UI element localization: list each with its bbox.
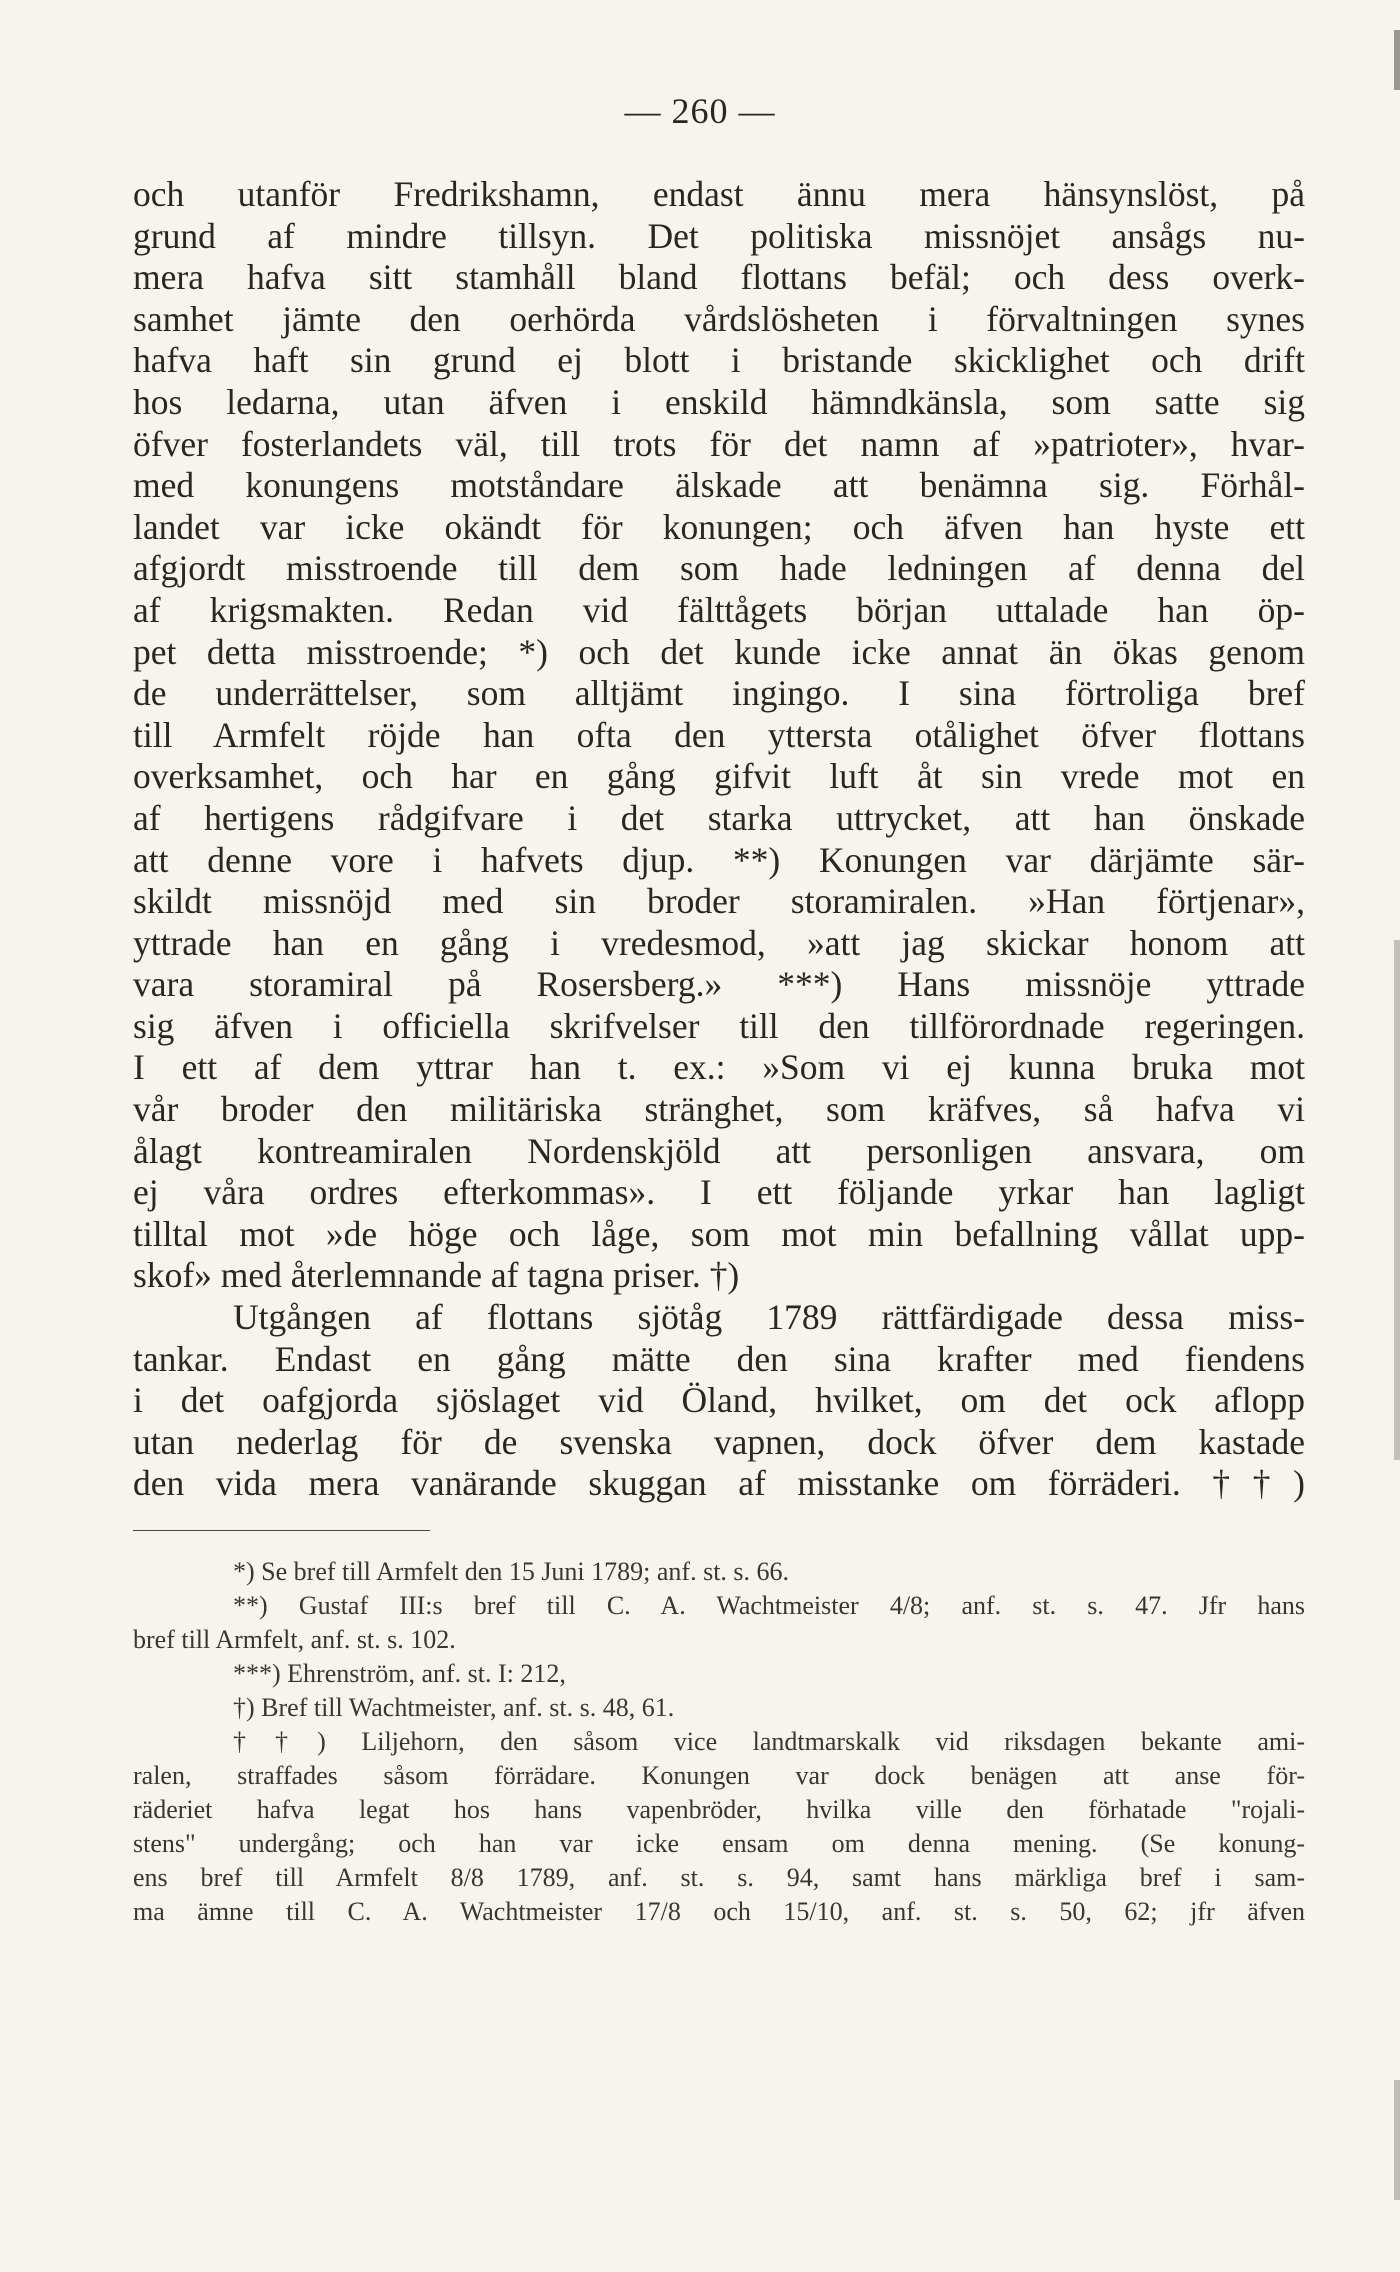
text-line: vara storamiral på Rosersberg.» ***) Hans missnöje yttrade bbox=[133, 964, 1305, 1005]
footnote-line: ralen, straffades såsom förrädare. Konungen var dock benägen att anse för- bbox=[133, 1761, 1305, 1790]
text-line: ej våra ordres efterkommas». I ett följande yrkar han lagligt bbox=[133, 1172, 1305, 1213]
text-line: ålagt kontreamiralen Nordenskjöld att personligen ansvara, om bbox=[133, 1130, 1305, 1171]
footnote-line: ***) Ehrenström, anf. st. I: 212, bbox=[233, 1659, 566, 1688]
text-line: skof» med återlemnande af tagna priser. †) bbox=[133, 1255, 740, 1296]
text-line: tankar. Endast en gång mätte den sina krafter med fiendens bbox=[133, 1338, 1305, 1379]
page-number: — 260 — bbox=[624, 91, 776, 131]
footnote-line: †) Bref till Wachtmeister, anf. st. s. 48, 61. bbox=[233, 1693, 675, 1722]
text-line: till Armfelt röjde han ofta den yttersta otålighet öfver flottans bbox=[133, 714, 1305, 755]
footnote-line: ens bref till Armfelt 8/8 1789, anf. st. s. 94, samt hans märkliga bref i sam- bbox=[133, 1863, 1305, 1892]
text-line: med konungens motståndare älskade att benämna sig. Förhål- bbox=[133, 465, 1305, 506]
text-line: öfver fosterlandets väl, till trots för det namn af »patrioter», hvar- bbox=[133, 423, 1305, 464]
text-line: den vida mera vanärande skuggan af misstanke om förräderi. ††) bbox=[133, 1463, 1305, 1504]
footnote-line: *) Se bref till Armfelt den 15 Juni 1789; anf. st. s. 66. bbox=[233, 1557, 790, 1586]
footnote-line: **) Gustaf III:s bref till C. A. Wachtmeister 4/8; anf. st. s. 47. Jfr hans bbox=[233, 1591, 1305, 1620]
text-line: af krigsmakten. Redan vid fälttågets början uttalade han öp- bbox=[133, 589, 1305, 630]
text-line: att denne vore i hafvets djup. **) Konungen var därjämte sär- bbox=[133, 839, 1305, 880]
text-line: pet detta misstroende; *) och det kunde icke annat än ökas genom bbox=[133, 631, 1305, 672]
text-line: tilltal mot »de höge och låge, som mot min befallning vållat upp- bbox=[133, 1213, 1305, 1254]
footnote-divider bbox=[133, 1530, 430, 1531]
footnotes bbox=[133, 1555, 1305, 1929]
page-edge-mark bbox=[1394, 940, 1400, 1460]
text-line: overksamhet, och har en gång gifvit luft åt sin vrede mot en bbox=[133, 756, 1305, 797]
footnote-line: ma ämne till C. A. Wachtmeister 17/8 och 15/10, anf. st. s. 50, 62; jfr äfven bbox=[133, 1897, 1305, 1926]
text-line: landet var icke okändt för konungen; och äfven han hyste ett bbox=[133, 506, 1305, 547]
body-text bbox=[133, 174, 1305, 1505]
footnote-line: ††) Liljehorn, den såsom vice landtmarskalk vid riksdagen bekante ami- bbox=[233, 1727, 1305, 1756]
text-line: I ett af dem yttrar han t. ex.: »Som vi ej kunna bruka mot bbox=[133, 1047, 1305, 1088]
text-line: Utgången af flottans sjötåg 1789 rättfärdigade dessa miss- bbox=[233, 1297, 1305, 1338]
text-line: hos ledarna, utan äfven i enskild hämndkänsla, som satte sig bbox=[133, 381, 1305, 422]
text-line: yttrade han en gång i vredesmod, »att jag skickar honom att bbox=[133, 922, 1305, 963]
text-line: och utanför Fredrikshamn, endast ännu mera hänsynslöst, på bbox=[133, 174, 1305, 214]
text-line: samhet jämte den oerhörda vårdslösheten i förvaltningen synes bbox=[133, 298, 1305, 339]
text-line: sig äfven i officiella skrifvelser till den tillförordnade regeringen. bbox=[133, 1005, 1305, 1046]
text-line: i det oafgjorda sjöslaget vid Öland, hvilket, om det ock aflopp bbox=[133, 1380, 1305, 1421]
text-line: grund af mindre tillsyn. Det politiska missnöjet ansågs nu- bbox=[133, 215, 1305, 256]
page-edge-mark bbox=[1394, 2080, 1400, 2200]
footnote-line: bref till Armfelt, anf. st. s. 102. bbox=[133, 1625, 456, 1654]
text-line: hafva haft sin grund ej blott i bristande skicklighet och drift bbox=[133, 340, 1305, 381]
footnote-line: räderiet hafva legat hos hans vapenbröder, hvilka ville den förhatade "rojali- bbox=[133, 1795, 1305, 1824]
text-line: afgjordt misstroende till dem som hade ledningen af denna del bbox=[133, 548, 1305, 589]
text-line: de underrättelser, som alltjämt ingingo. I sina förtroliga bref bbox=[133, 673, 1305, 714]
page-edge-mark bbox=[1394, 30, 1400, 90]
text-line: mera hafva sitt stamhåll bland flottans befäl; och dess overk- bbox=[133, 257, 1305, 298]
text-line: utan nederlag för de svenska vapnen, dock öfver dem kastade bbox=[133, 1421, 1305, 1462]
text-line: af hertigens rådgifvare i det starka uttrycket, att han önskade bbox=[133, 797, 1305, 838]
text-line: skildt missnöjd med sin broder storamiralen. »Han förtjenar», bbox=[133, 881, 1305, 922]
text-line: vår broder den militäriska stränghet, som kräfves, så hafva vi bbox=[133, 1089, 1305, 1130]
footnote-line: stens" undergång; och han var icke ensam om denna mening. (Se konung- bbox=[133, 1829, 1305, 1858]
